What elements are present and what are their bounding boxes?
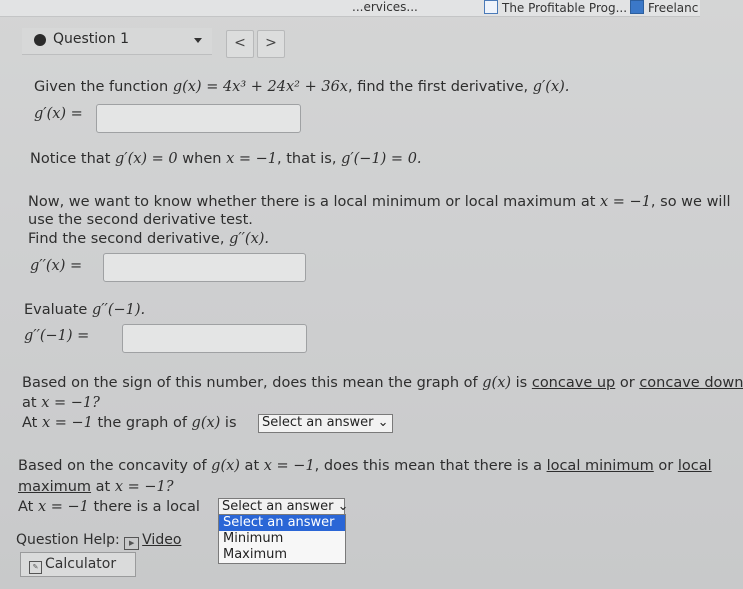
p3-lhs: g′′(x) = — [30, 258, 83, 274]
calculator-icon: ✎ — [29, 561, 42, 574]
p3-line2: use the second derivative test. — [28, 212, 253, 228]
second-derivative-value-input[interactable] — [122, 324, 307, 353]
option-minimum[interactable]: Minimum — [223, 531, 284, 546]
concavity-select[interactable] — [258, 414, 393, 433]
video-link-label: Video — [142, 532, 182, 548]
p5-line3: At x = −1 the graph of g(x) is — [22, 415, 237, 431]
p6-line2: maximum at x = −1? — [18, 479, 174, 495]
p1-lhs: g′(x) = — [34, 106, 83, 122]
p4-lhs: g′′(−1) = — [24, 328, 90, 344]
next-question-button[interactable]: > — [257, 30, 285, 58]
p5-line1: Based on the sign of this number, does this mean the graph of g(x) is concave up or concave down — [22, 375, 743, 391]
question-help — [16, 532, 181, 550]
p2-text: Notice that g′(x) = 0 when x = −1, that is, g′(−1) = 0. — [30, 151, 422, 167]
bookmark-icon — [630, 0, 644, 14]
chevron-down-icon: ⌄ — [377, 415, 389, 430]
p3-line3: Find the second derivative, g′′(x). — [28, 231, 270, 247]
concavity-select-value: Select an answer — [262, 415, 374, 430]
p4-text: Evaluate g′′(−1). — [24, 302, 146, 318]
chevron-down-icon[interactable] — [194, 38, 202, 43]
extremum-select-value: Select an answer — [222, 499, 334, 514]
prev-question-button[interactable]: < — [226, 30, 254, 58]
bookmark-freelance-label: Freelanc — [648, 1, 699, 15]
bookmark-profitable[interactable] — [484, 0, 627, 16]
question-help-label: Question Help: — [16, 532, 120, 548]
question-status-dot — [34, 34, 46, 46]
bookmark-profitable-label: The Profitable Prog... — [502, 1, 628, 15]
p6-line1: Based on the concavity of g(x) at x = −1, does this mean that there is a local minimum or local — [18, 458, 712, 474]
p6-line3: At x = −1 there is a local — [18, 499, 200, 515]
p5-line2: at x = −1? — [22, 395, 100, 411]
option-maximum[interactable]: Maximum — [223, 547, 288, 562]
bookmarks-bar — [0, 0, 700, 17]
p3-line1: Now, we want to know whether there is a local minimum or local maximum at x = −1, so we will — [28, 194, 731, 210]
question-label: Question 1 — [53, 31, 129, 47]
first-derivative-input[interactable] — [96, 104, 301, 133]
option-select-an-answer[interactable]: Select an answer — [219, 515, 345, 531]
extremum-dropdown — [218, 514, 346, 564]
bookmark-freelance[interactable] — [630, 0, 698, 16]
play-icon: ▶ — [124, 537, 139, 550]
chevron-down-icon: ⌄ — [337, 499, 349, 514]
calculator-button[interactable] — [20, 552, 136, 577]
p1-text: Given the function g(x) = 4x³ + 24x² + 36x, find the first derivative, g′(x). — [34, 79, 570, 95]
bookmark-icon — [484, 0, 498, 14]
second-derivative-input[interactable] — [103, 253, 306, 282]
calculator-label: Calculator — [45, 556, 117, 572]
bookmark-services[interactable]: ...ervices... — [352, 0, 418, 14]
video-link[interactable] — [124, 532, 181, 548]
